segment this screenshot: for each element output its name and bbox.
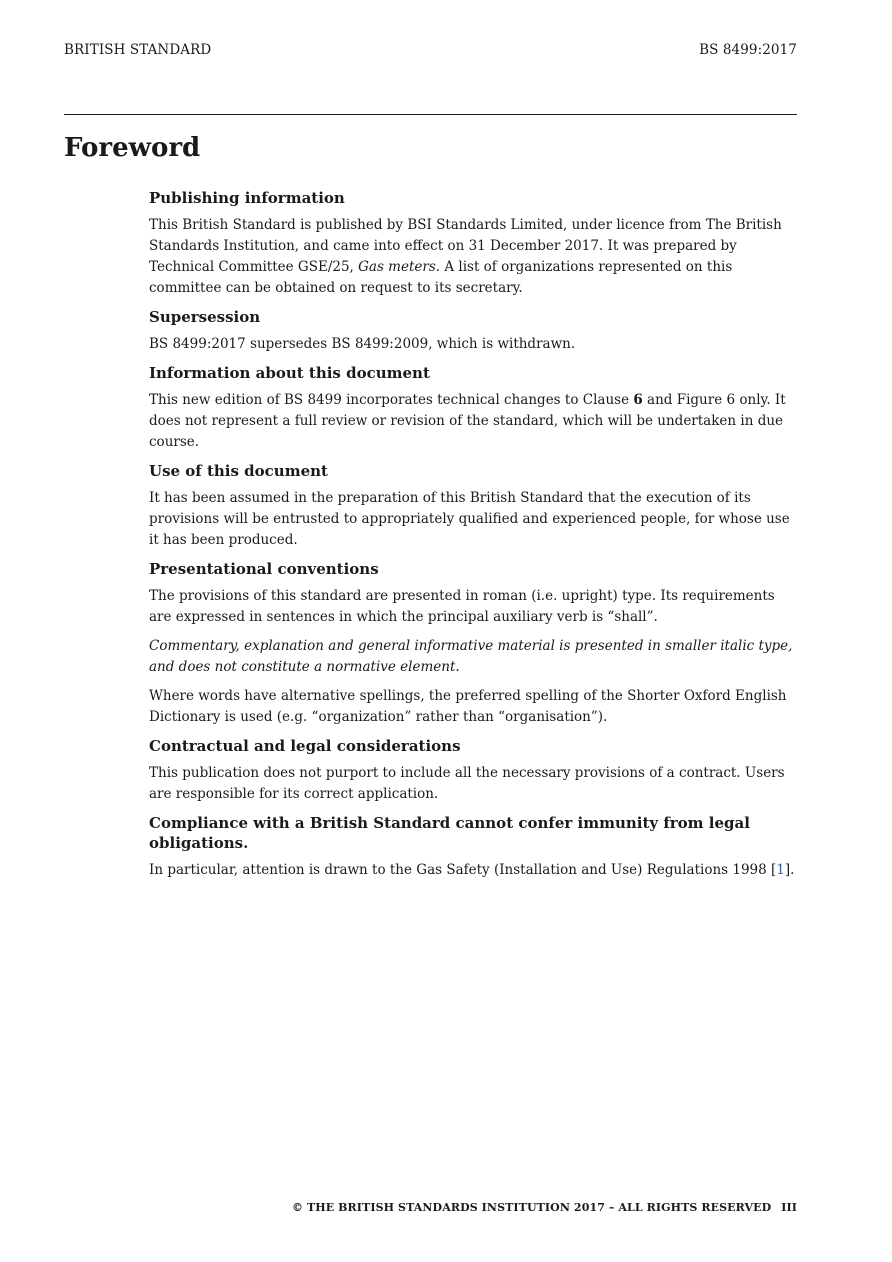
section-information-about-document <box>149 363 799 453</box>
section-heading: Publishing information <box>149 189 345 207</box>
paragraph <box>149 860 799 881</box>
page-header <box>64 42 797 58</box>
section-heading: Presentational conventions <box>149 560 379 578</box>
section-publishing-information <box>149 188 799 299</box>
section-compliance <box>149 813 799 881</box>
text-run: and Figure 6 only. It does not represent a full review or revision of the standard, which will be undertaken in due course. <box>149 392 786 450</box>
paragraph: It has been assumed in the preparation of this British Standard that the execution of its provisions will be entrusted to appropriately qualified and experienced people, for whose use it has been produced. <box>149 490 790 548</box>
page-number: III <box>781 1201 797 1214</box>
section-heading: Supersession <box>149 308 261 326</box>
section-heading: Information about this document <box>149 364 430 382</box>
page-footer <box>292 1201 797 1214</box>
paragraph: The provisions of this standard are presented in roman (i.e. upright) type. Its requirements are expressed in sentences in which the principal auxiliary verb is “shall”. <box>149 588 775 625</box>
section-heading: Use of this document <box>149 462 328 480</box>
paragraph <box>149 215 799 299</box>
text-run: In particular, attention is drawn to the Gas Safety (Installation and Use) Regulations 1998 [ <box>149 862 777 878</box>
section-contractual-legal <box>149 736 799 805</box>
header-right: BS 8499:2017 <box>699 42 797 58</box>
italic-text: Gas meters <box>358 259 436 275</box>
section-presentational-conventions <box>149 559 799 728</box>
text-run: This British Standard is published by BSI Standards Limited, under licence from The British Standards Institution, and came into effect on 31 December 2017. It was prepared by Technical Committee GSE/25, <box>149 217 782 275</box>
section-supersession <box>149 307 799 355</box>
text-run: ]. <box>784 862 795 878</box>
commentary-paragraph: Commentary, explanation and general informative material is presented in smaller italic type, and does not constitute a normative element. <box>149 638 793 675</box>
foreword-content <box>149 188 799 889</box>
header-rule <box>64 114 797 115</box>
bold-text: 6 <box>633 392 643 408</box>
paragraph: BS 8499:2017 supersedes BS 8499:2009, which is withdrawn. <box>149 336 576 352</box>
section-heading: Contractual and legal considerations <box>149 737 461 755</box>
text-run: . A list of organizations represented on this committee can be obtained on request to its secretary. <box>149 259 733 296</box>
paragraph <box>149 390 799 453</box>
page-title: Foreword <box>64 133 201 163</box>
paragraph: This publication does not purport to include all the necessary provisions of a contract. Users are responsible for its correct application. <box>149 765 785 802</box>
paragraph: Where words have alternative spellings, the preferred spelling of the Shorter Oxford English Dictionary is used (e.g. “organization” rather than “organisation”). <box>149 688 787 725</box>
text-run: This new edition of BS 8499 incorporates technical changes to Clause <box>149 392 634 408</box>
section-use-of-document <box>149 461 799 551</box>
section-heading: Compliance with a British Standard cannot confer immunity from legal obligations. <box>149 814 750 852</box>
header-left: BRITISH STANDARD <box>64 42 212 58</box>
copyright-text: © THE BRITISH STANDARDS INSTITUTION 2017 – ALL RIGHTS RESERVED <box>291 1201 772 1214</box>
reference-link[interactable]: 1 <box>776 862 785 878</box>
